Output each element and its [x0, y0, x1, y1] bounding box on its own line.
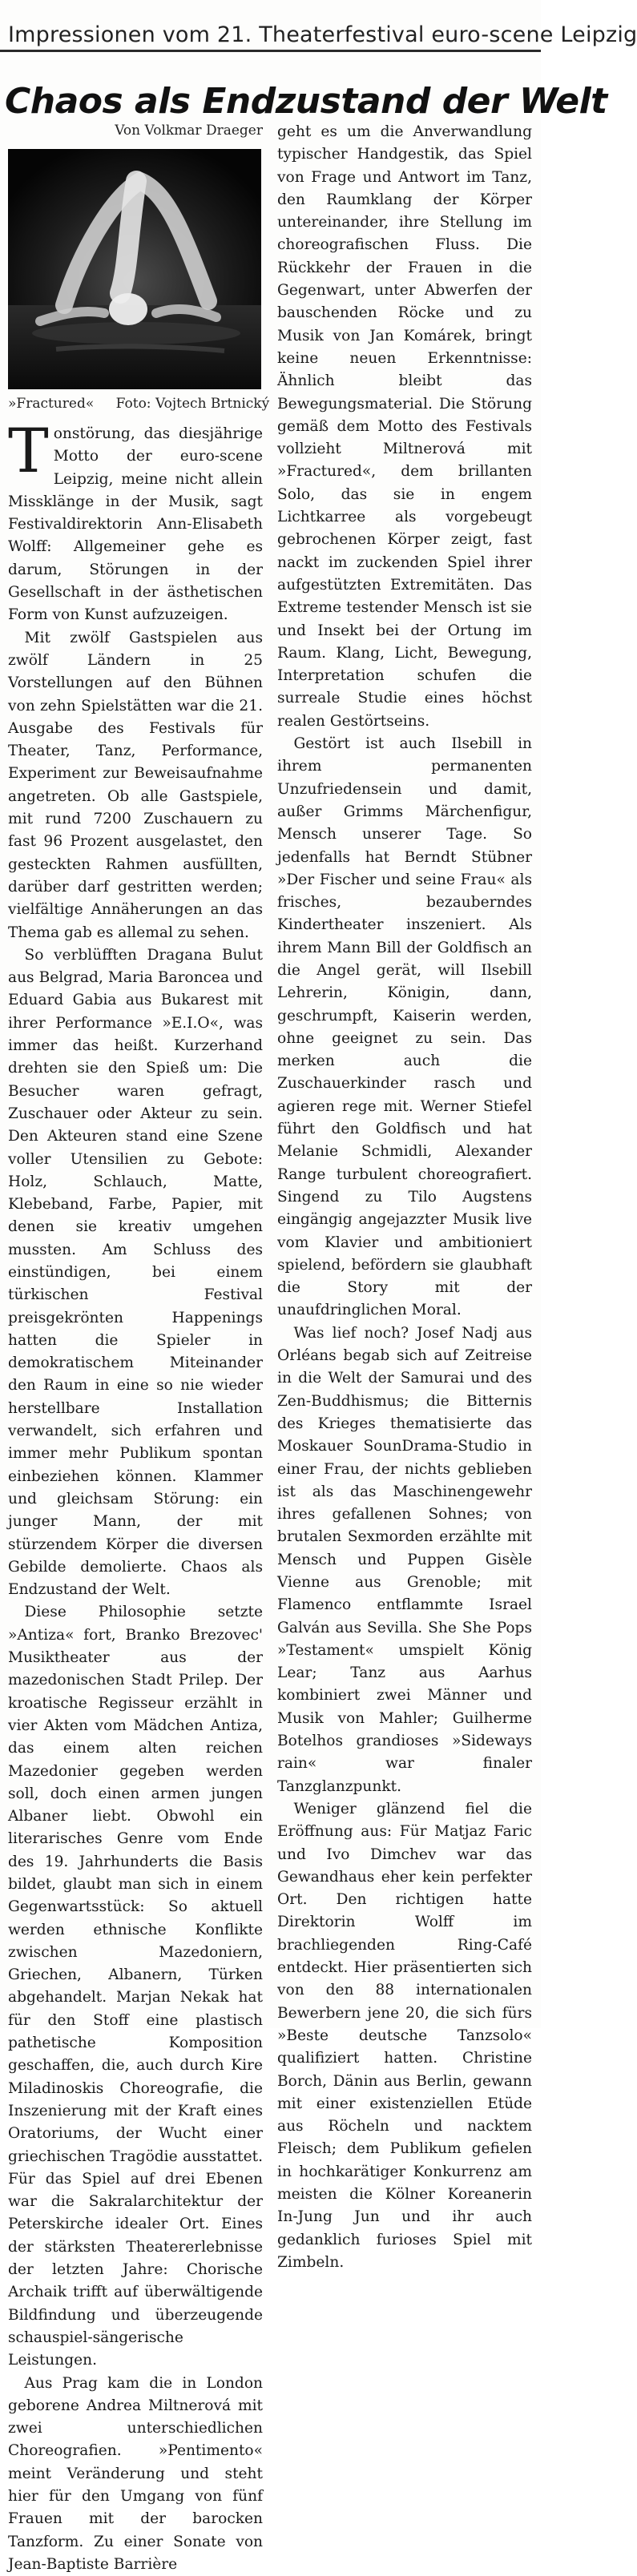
article-paragraph: Tonstörung, das diesjährige Motto der euro-scene Leipzig, meine nicht allein Missklänge in der Musik, sagt Festivaldirektorin Ann-Elisabeth Wolff: Allgemeiner gehe es darum, Störungen in der Gesellschaft in der ästhetischen Form von Kunst aufzuzeigen. [8, 415, 263, 624]
photo-caption-title: »Fractured« [8, 396, 95, 412]
photo-credit: Foto: Vojtech Brtnický [115, 396, 270, 412]
article-paragraph: Mit zwölf Gastspielen aus zwölf Ländern in 25 Vorstellungen auf den Bühnen von zehn Spielstätten war die 21. Ausgabe des Festivals für Theater, Tanz, Performance, Experiment zur Beweisaufnahme angetreten. Ob alle Gastspiele, mit rund 7200 Zuschauern zu fast 96 Prozent ausgelastet, den gesteckten Rahmen ausfüllten, darüber darf gestritten werden; vielfältige Annäherungen an das Thema gab es allemal zu sehen. [8, 629, 263, 941]
article-kicker: Impressionen vom 21. Theaterfestival euro-scene Leipzig [8, 22, 637, 47]
article-byline: Von Volkmar Draeger [115, 123, 263, 139]
article-paragraph: Weniger glänzend fiel die Eröffnung aus: Für Matjaz Faric und Ivo Dimchev war das Gewandhaus eher kein perfekter Ort. Den richtigen hatte Direktorin Wolff im brachliegenden Ring-Café entdeckt. Hier präsentierten sich von den 88 internationalen Bewerbern jene 20, die sich fürs »Beste deutsche Tanzsolo« qualifiziert hatten. Christine Borch, Dänin aus Berlin, gewann mit einer existenziellen Etüde aus Röcheln und nacktem Fleisch; dem Publikum gefielen in hochkarätiger Konkurrenz am meisten die Kölner Koreanerin In-Jung Jun und ihr auch gedanklich furioses Spiel mit Zimbeln. [277, 1800, 532, 2271]
article-paragraph: Aus Prag kam die in London geborene Andrea Miltnerová mit zwei unterschiedlichen Choreografien. »Pentimento« meint Veränderung und steht hier für den Umgang von fünf Frauen mit der barocken Tanzform. Zu einer Sonate von Jean-Baptiste Barrière [8, 2374, 263, 2573]
drop-cap: T [8, 415, 49, 486]
article-paragraph: Gestört ist auch Ilsebill in ihrem permanenten Unzufriedensein und damit, außer Grimms Märchenfigur, Mensch unserer Tage. So jedenfalls hat Berndt Stübner »Der Fischer und seine Frau« als frisches, bezauberndes Kindertheater inszeniert. Als ihrem Mann Bill der Goldfisch an die Angel gerät, will Ilsebill Lehrerin, Königin, dann, geschrumpft, Kaiserin werden, ohne geeignet zu sein. Das merken auch die Zuschauerkinder rasch und agieren rege mit. Werner Stiefel führt den Goldfisch und hat Melanie Schmidli, Alexander Range turbulent choreografiert. Singend zu Tilo Augstens eingängig angejazzter Musik live vom Klavier und ambitioniert spielend, befördern sie glaubhaft die Story mit der unaufdringlichen Moral. [277, 735, 532, 1319]
photo-caption [8, 396, 270, 412]
dancer-photo [8, 149, 261, 389]
article-headline: Chaos als Endzustand der Welt [5, 81, 607, 123]
article-paragraph: Was lief noch? Josef Nadj aus Orléans begab sich auf Zeitreise in die Welt der Samurai und des Zen-Buddhismus; die Bitternis des Krieges thematisierte das Moskauer SounDrama-Studio in einer Frau, der nichts geblieben ist als das Maschinengewehr ihres gefallenen Sohnes; von brutalen Sexmorden erzählte mit Mensch und Puppen Gisèle Vienne aus Grenoble; mit Flamenco entflammte Israel Galván aus Sevilla. She She Pops »Testament« umspielt König Lear; Tanz aus Aarhus kombiniert zwei Männer und Musik von Mahler; Guilherme Botelhos grandioses »Sideways rain« war finaler Tanzglanzpunkt. [277, 1324, 532, 1795]
article-paragraph: So verblüfften Dragana Bulut aus Belgrad, Maria Baroncea und Eduard Gabia aus Bukarest mit ihrer Performance »E.I.O«, was immer das heißt. Kurzerhand drehten sie den Spieß um: Die Besucher waren gefragt, Zuschauer oder Akteur zu sein. Den Akteuren stand eine Szene voller Utensilien zu Gebote: Holz, Schlauch, Matte, Klebeband, Farbe, Papier, mit denen sie kreativ umgehen mussten. Am Schluss des einstündigen, bei einem türkischen Festival preisgekrönten Happenings hatten die Spieler in demokratischem Miteinander den Raum in eine so nie wieder herstellbare Installation verwandelt, sich erfahren und immer mehr Publikum spontan einbeziehen können. Klammer und gleichsam Störung: ein junger Mann, der mit stürzendem Körper die diversen Gebilde demolierte. Chaos als Endzustand der Welt. [8, 946, 263, 1599]
article-paragraph: geht es um die Anverwandlung typischer Handgestik, das Spiel von Frage und Antwort im Tanz, den Raumklang der Körper untereinander, ihre Stellung im choreografischen Fluss. Die Rückkehr der Frauen in die Gegenwart, unter Abwerfen der bauschenden Röcke und zu Musik von Jan Komárek, bringt keine neuen Erkenntnisse: Ähnlich bleibt das Bewegungsmaterial. Die Störung gemäß dem Motto des Festivals vollzieht Miltnerová mit »Fractured«, dem brillanten Solo, das sie in engem Lichtkarree als vorgebeugt gebrochenen Körper zeigt, fast nackt im zuckenden Spiel ihrer aufgestützten Extremitäten. Das Extreme testender Mensch ist sie und Insekt bei der Ortung im Raum. Klang, Licht, Bewegung, Interpretation schufen die surreale Studie eines höchst realen Gestörtseins. [277, 123, 532, 730]
article-column-1 [8, 415, 263, 2576]
dancer-photo-illustration [8, 149, 261, 389]
kicker-divider [0, 50, 541, 52]
article-paragraph: Diese Philosophie setzte »Antiza« fort, Branko Brezovec' Musiktheater aus der mazedonischen Stadt Prilep. Der kroatische Regisseur erzählt in vier Akten vom Mädchen Antiza, das einem alten reichen Mazedonier gegeben werden soll, doch einen armen jungen Albaner liebt. Obwohl ein literarisches Genre vom Ende des 19. Jahrhunderts die Basis bildet, glaubt man sich in einem Gegenwartsstück: So aktuell werden ethnische Konflikte zwischen Mazedoniern, Griechen, Albanern, Türken abgehandelt. Marjan Nekak hat für den Stoff eine plastisch pathetische Komposition geschaffen, die, auch durch Kire Miladinoskis Choreografie, die Inszenierung mit der Kraft eines Oratoriums, der Wucht einer griechischen Tragödie ausstattet. Für das Spiel auf drei Ebenen war die Sakralarchitektur der Peterskirche idealer Ort. Eines der stärksten Theatererlebnisse der letzten Jahre: Chorische Archaik trifft auf überwältigende Bildfindung und überzeugende schauspiel-sängerische Leistungen. [8, 1604, 263, 2369]
article-column-2 [277, 121, 532, 2274]
